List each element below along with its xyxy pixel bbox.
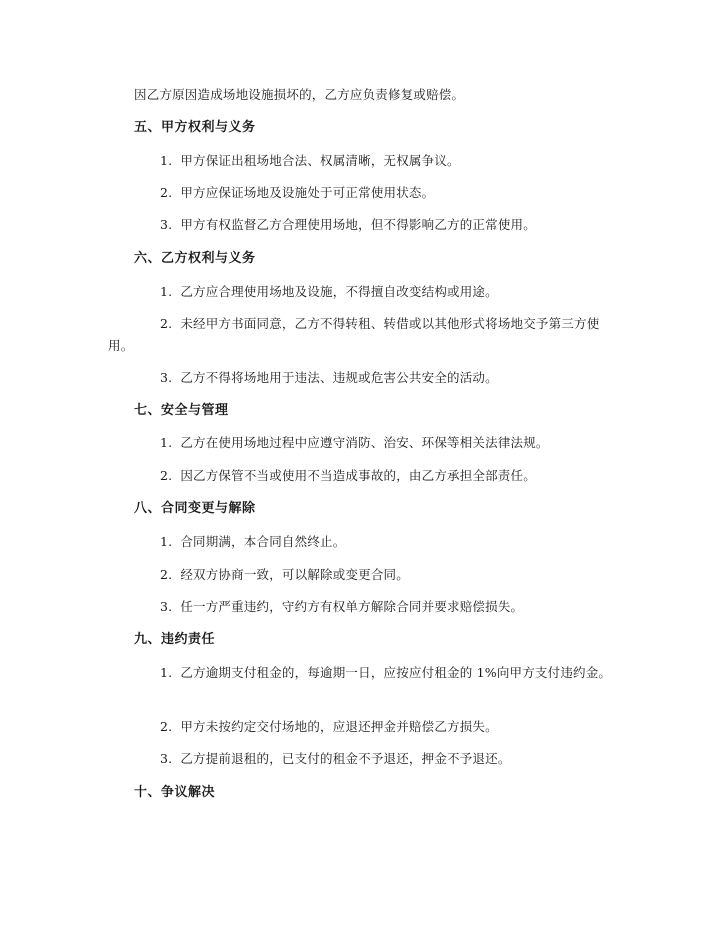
item-text: 甲方未按约定交付场地的，应退还押金并赔偿乙方损失。 (180, 719, 498, 734)
section-title-7: 七、安全与管理 (134, 403, 229, 418)
item-number: 1. (160, 284, 173, 299)
item-number: 2. (160, 185, 173, 200)
section-title-9: 九、违约责任 (134, 632, 216, 647)
section-title-10: 十、争议解决 (134, 785, 216, 800)
item-text: 未经甲方书面同意，乙方不得转租、转借或以其他形式将场地交予第三方使用。 (108, 316, 600, 353)
item-text: 乙方不得将场地用于违法、违规或危害公共安全的活动。 (180, 370, 498, 385)
item-number: 3. (160, 370, 173, 385)
item-number: 2. (160, 567, 173, 582)
item-text: 合同期满，本合同自然终止。 (180, 534, 346, 549)
section-6-item-1 (108, 281, 614, 303)
item-text: 甲方保证出租场地合法、权属清晰，无权属争议。 (180, 153, 460, 168)
item-text: 甲方应保证场地及设施处于可正常使用状态。 (180, 185, 435, 200)
item-number: 3. (160, 217, 173, 232)
section-6-item-2 (108, 313, 614, 357)
item-text: 任一方严重违约，守约方有权单方解除合同并要求赔偿损失。 (180, 599, 524, 614)
section-title-8: 八、合同变更与解除 (134, 501, 256, 516)
item-text: 因乙方保管不当或使用不当造成事故的，由乙方承担全部责任。 (180, 468, 536, 483)
item-number: 2. (160, 719, 173, 734)
section-5-item-1 (108, 150, 614, 172)
section-title-6: 六、乙方权利与义务 (134, 251, 256, 266)
section-5-item-2 (108, 182, 614, 204)
section-title-5: 五、甲方权利与义务 (134, 120, 256, 135)
section-5-item-3 (108, 214, 614, 236)
intro-paragraph: 因乙方原因造成场地设施损坏的，乙方应负责修复或赔偿。 (134, 87, 465, 102)
section-9-item-2 (108, 716, 614, 738)
item-number: 2. (160, 316, 173, 331)
section-9-item-3 (108, 748, 614, 770)
section-8-item-1 (108, 531, 614, 553)
section-9-item-1 (108, 662, 614, 684)
section-8-item-3 (108, 596, 614, 618)
item-text: 甲方有权监督乙方合理使用场地，但不得影响乙方的正常使用。 (180, 217, 536, 232)
item-number: 2. (160, 468, 173, 483)
item-number: 3. (160, 599, 173, 614)
item-number: 1. (160, 153, 173, 168)
item-text: 乙方提前退租的，已支付的租金不予退还，押金不予退还。 (180, 751, 511, 766)
item-text: 乙方在使用场地过程中应遵守消防、治安、环保等相关法律法规。 (180, 435, 549, 450)
item-text: 乙方逾期支付租金的，每逾期一日，应按应付租金的 1%向甲方支付违约金。 (180, 665, 612, 680)
section-7-item-2 (108, 465, 614, 487)
item-text: 经双方协商一致，可以解除或变更合同。 (180, 567, 409, 582)
item-number: 1. (160, 435, 173, 450)
section-8-item-2 (108, 564, 614, 586)
section-6-item-3 (108, 367, 614, 389)
item-number: 1. (160, 534, 173, 549)
item-number: 3. (160, 751, 173, 766)
section-7-item-1 (108, 432, 614, 454)
item-text: 乙方应合理使用场地及设施，不得擅自改变结构或用途。 (180, 284, 498, 299)
item-number: 1. (160, 665, 173, 680)
